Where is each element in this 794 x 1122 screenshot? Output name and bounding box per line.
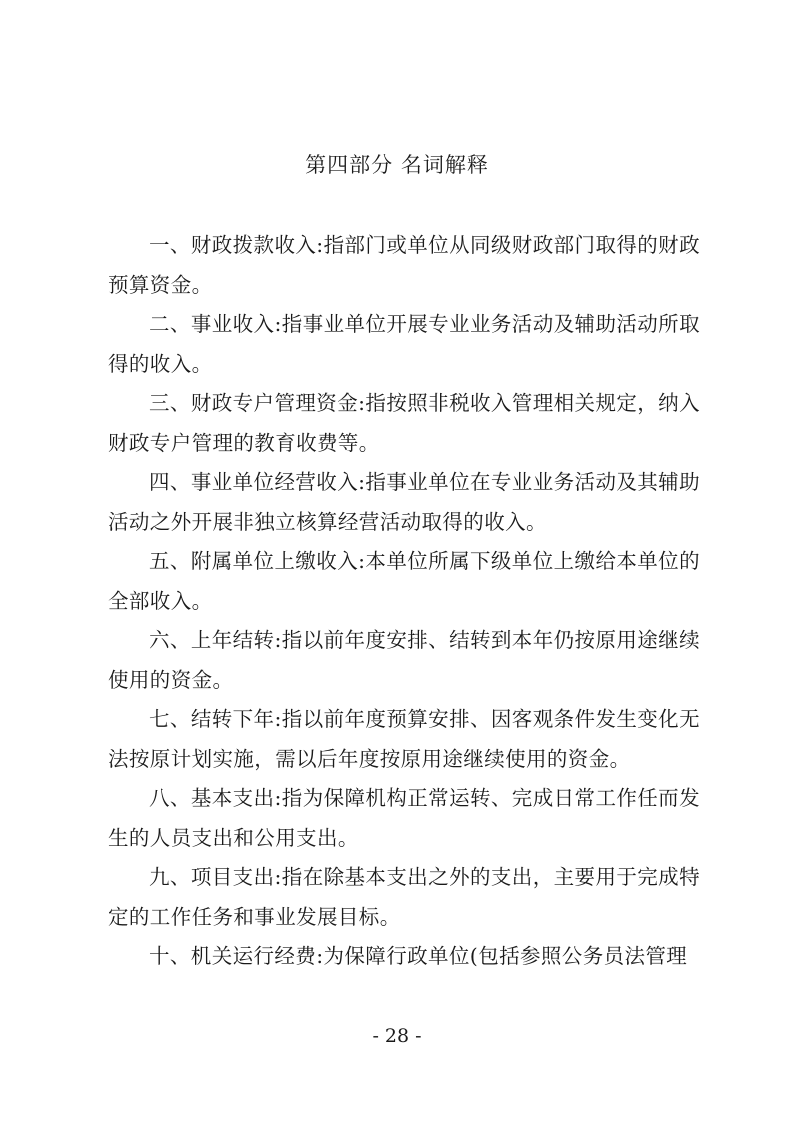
definition-paragraph: 六、上年结转:指以前年度安排、结转到本年仍按原用途继续使用的资金。 (108, 628, 700, 692)
definition-paragraph: 三、财政专户管理资金:指按照非税收入管理相关规定，纳入财政专户管理的教育收费等。 (108, 391, 700, 455)
definition-paragraph: 九、项目支出:指在除基本支出之外的支出，主要用于完成特定的工作任务和事业发展目标。 (108, 865, 700, 929)
section-title: 第四部分 名词解释 (305, 153, 489, 177)
definitions-list (108, 226, 700, 977)
definition-paragraph: 十、机关运行经费:为保障行政单位(包括参照公务员法管理 (149, 944, 688, 968)
definition-paragraph: 八、基本支出:指为保障机构正常运转、完成日常工作任而发生的人员支出和公用支出。 (108, 786, 700, 850)
definition-paragraph: 七、结转下年:指以前年度预算安排、因客观条件发生变化无法按原计划实施，需以后年度按原用途继续使用的资金。 (108, 707, 700, 771)
definition-paragraph: 二、事业收入:指事业单位开展专业业务活动及辅助活动所取得的收入。 (108, 312, 700, 376)
definition-paragraph: 五、附属单位上缴收入:本单位所属下级单位上缴给本单位的全部收入。 (108, 549, 700, 613)
page-number: - 28 - (372, 1025, 422, 1047)
definition-paragraph: 一、财政拨款收入:指部门或单位从同级财政部门取得的财政预算资金。 (108, 233, 700, 297)
definition-paragraph: 四、事业单位经营收入:指事业单位在专业业务活动及其辅助活动之外开展非独立核算经营活动取得的收入。 (108, 470, 700, 534)
